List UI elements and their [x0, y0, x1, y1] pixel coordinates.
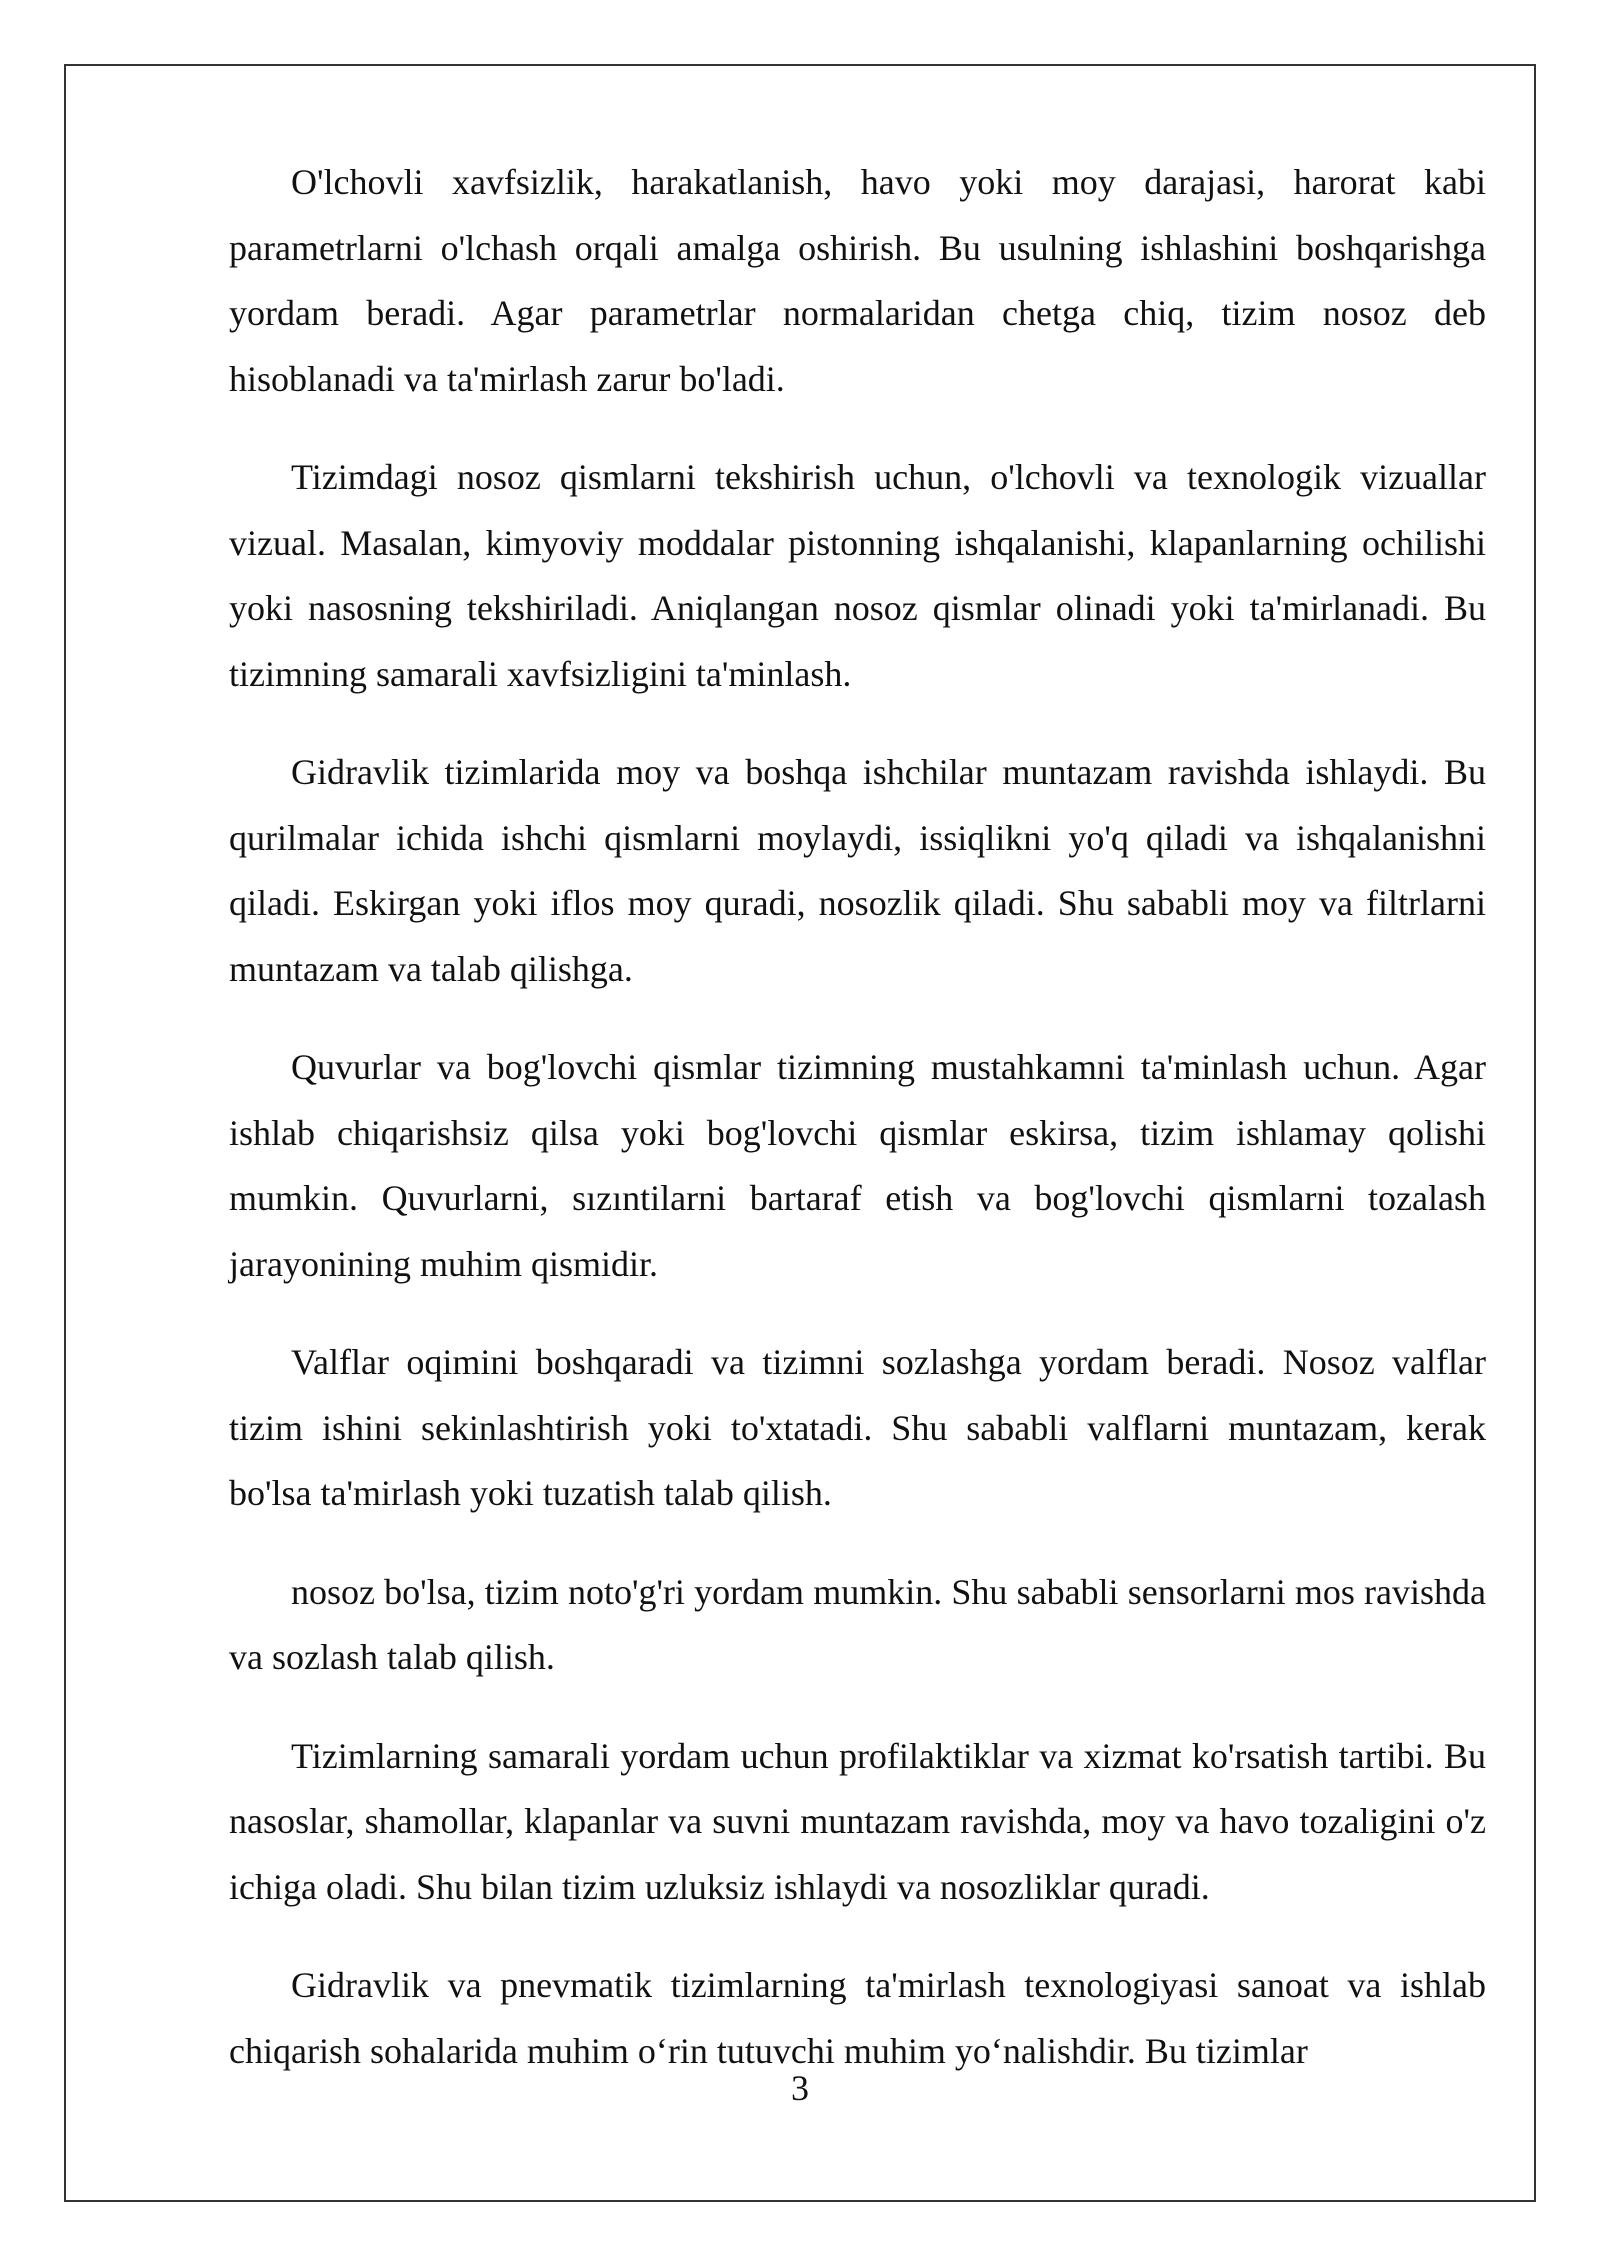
- paragraph-1: O'lchovli xavfsizlik, harakatlanish, havo yoki moy darajasi, harorat kabi parametrlarni o'lchash orqali amalga oshirish. Bu usulning ishlashini boshqarishga yordam beradi. Agar parametrlar normalaridan chetga chiq, tizim nosoz deb hisoblanadi va ta'mirlash zarur bo'ladi.: [229, 162, 1486, 399]
- paragraph-7: Tizimlarning samarali yordam uchun profilaktiklar va xizmat ko'rsatish tartibi. Bu nasoslar, shamollar, klapanlar va suvni muntazam ravishda, moy va havo tozaligini o'z ichiga oladi. Shu bilan tizim uzluksiz ishlaydi va nosozliklar quradi.: [229, 1735, 1486, 1907]
- paragraph-3: Gidravlik tizimlarida moy va boshqa ishchilar muntazam ravishda ishlaydi. Bu qurilmalar ichida ishchi qismlarni moylaydi, issiqlikni yo'q qiladi va ishqalanishni qiladi. Eskirgan yoki iflos moy quradi, nosozlik qiladi. Shu sababli moy va filtrlarni muntazam va talab qilishga.: [229, 752, 1486, 989]
- document-body: [229, 150, 1486, 2117]
- page-number: 3: [791, 2068, 809, 2108]
- paragraph-5: Valflar oqimini boshqaradi va tizimni sozlashga yordam beradi. Nosoz valflar tizim ishini sekinlashtirish yoki to'xtatadi. Shu sababli valflarni muntazam, kerak bo'lsa ta'mirlash yoki tuzatish talab qilish.: [229, 1342, 1486, 1513]
- paragraph-2: Tizimdagi nosoz qismlarni tekshirish uchun, o'lchovli va texnologik vizuallar vizual. Masalan, kimyoviy moddalar pistonning ishqalanishi, klapanlarning ochilishi yoki nasosning tekshiriladi. Aniqlangan nosoz qismlar olinadi yoki ta'mirlanadi. Bu tizimning samarali xavfsizligini ta'minlash.: [229, 457, 1486, 694]
- paragraph-4: Quvurlar va bog'lovchi qismlar tizimning mustahkamni ta'minlash uchun. Agar ishlab chiqarishsiz qilsa yoki bog'lovchi qismlar eskirsa, tizim ishlamay qolishi mumkin. Quvurlarni, sızıntilarni bartaraf etish va bog'lovchi qismlarni tozalash jarayonining muhim qismidir.: [229, 1047, 1486, 1284]
- paragraph-8: Gidravlik va pnevmatik tizimlarning ta'mirlash texnologiyasi sanoat va ishlab chiqarish sohalarida muhim o‘rin tutuvchi muhim yo‘nalishdir. Bu tizimlar: [229, 1965, 1486, 2071]
- paragraph-6: nosoz bo'lsa, tizim noto'g'ri yordam mumkin. Shu sababli sensorlarni mos ravishda va sozlash talab qilish.: [229, 1571, 1486, 1677]
